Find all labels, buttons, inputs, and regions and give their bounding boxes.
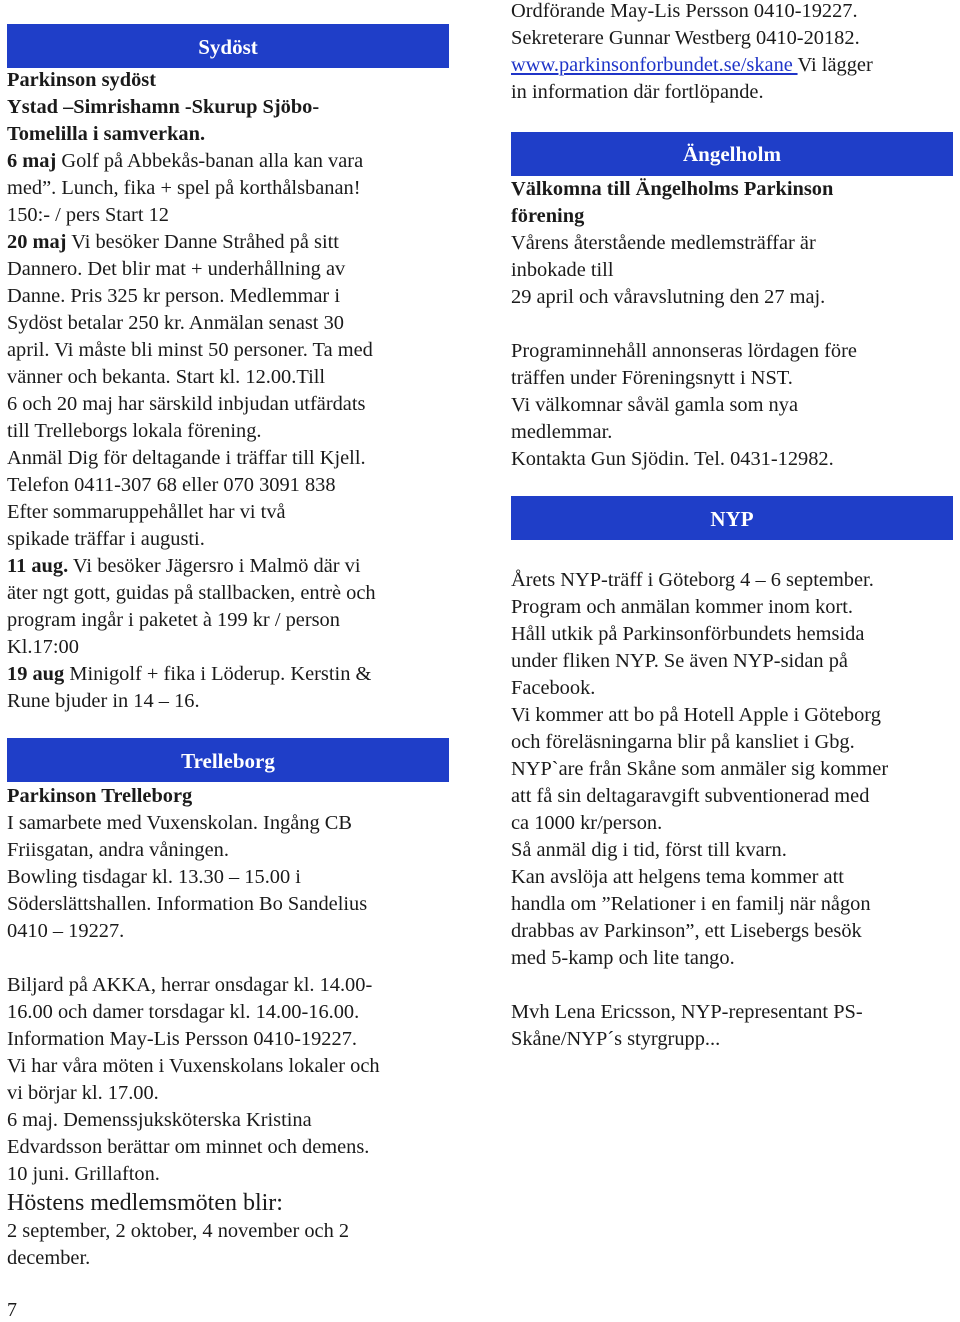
trelleborg-section [7, 783, 452, 1272]
contact-block [511, 0, 951, 106]
sydost-aug11-paragraph [7, 553, 452, 661]
nyp-section [511, 567, 951, 1053]
golf-text: Golf på Abbekås-banan alla kan vara med”. Lunch, fika + spel på korthålsbanan! 150:- / pers Start 12 [7, 150, 364, 226]
nyp-signoff: Mvh Lena Ericsson, NYP-representant PS- Skåne/NYP´s styrgrupp... [511, 1001, 863, 1050]
aug11-text: Vi besöker Jägersro i Malmö där vi äter ngt gott, guidas på stallbacken, entrè och program ingår i paketet à 199 kr / person Kl.17:00 [7, 555, 376, 658]
danne-text: Vi besöker Danne Stråhed på sitt Dannero. Det blir mat + underhållning av Danne. Pris 325 kr person. Medlemmar i Sydöst betalar 250 kr. Anmälan senast 30 april. Vi måste bli minst 50 personer. Ta med vänner och bekanta. Start kl. 12.00.Till 6 och 20 maj har särskild inbjudan utfärdats till Trelleborgs lokala förening. Anmäl Dig för deltagande i träffar till Kjell. Telefon 0411-307 68 eller 070 3091 838 Efter sommaruppehållet har vi två spikade träffar i augusti. [7, 231, 373, 550]
contact-link-paragraph [511, 52, 951, 106]
golf-date: 6 maj [7, 150, 57, 172]
trelleborg-paragraph-1: I samarbete med Vuxenskolan. Ingång CB Friisgatan, andra våningen. Bowling tisdagar kl. 13.30 – 15.00 i Söderslättshallen. Information Bo Sandelius 0410 – 19227. [7, 812, 368, 942]
nyp-heading: NYP [511, 496, 953, 540]
contact-after-link: Vi lägger in information där fortlöpande. [511, 54, 873, 103]
sydost-section [7, 67, 452, 715]
angelholm-heading: Ängelholm [511, 132, 953, 176]
sydost-aug19-paragraph [7, 661, 452, 715]
sydost-danne-paragraph [7, 229, 452, 553]
sydost-golf-paragraph [7, 148, 452, 229]
contact-text: Ordförande May-Lis Persson 0410-19227. Sekreterare Gunnar Westberg 0410-20182. [511, 0, 860, 49]
spacer [7, 945, 452, 972]
trelleborg-subtitle: Parkinson Trelleborg [7, 785, 193, 807]
aug11-date: 11 aug. [7, 555, 69, 577]
angelholm-title: Välkomna till Ängelholms Parkinson förening [511, 178, 834, 227]
aug19-date: 19 aug [7, 663, 65, 685]
angelholm-paragraph-2: Programinnehåll annonseras lördagen före träffen under Föreningsnytt i NST. Vi välkomnar såväl gamla som nya medlemmar. Kontakta Gun Sjödin. Tel. 0431-12982. [511, 340, 857, 470]
nyp-paragraph: Årets NYP-träff i Göteborg 4 – 6 september. Program och anmälan kommer inom kort. Håll utkik på Parkinsonförbundets hemsida under fliken NYP. Se även NYP-sidan på Facebook. Vi kommer att bo på Hotell Apple i Göteborg och föreläsningarna blir på kansliet i Gbg. NYP`are från Skåne som anmäler sig kommer att få sin deltagaravgift subventionerad med ca 1000 kr/person. Så anmäl dig i tid, först till kvarn. Kan avslöja att helgens tema kommer att handla om ”Relationer i en familj när någon drabbas av Parkinson”, ett Lisebergs besök med 5-kamp och lite tango. [511, 569, 889, 969]
autumn-dates: 2 september, 2 oktober, 4 november och 2 december. [7, 1220, 350, 1269]
angelholm-paragraph-1: Vårens återstående medlemsträffar är inbokade till 29 april och våravslutning den 27 maj. [511, 232, 826, 308]
trelleborg-heading: Trelleborg [7, 738, 449, 782]
aug19-text: Minigolf + fika i Löderup. Kerstin & Rune bjuder in 14 – 16. [7, 663, 372, 712]
page-number: 7 [7, 1299, 17, 1321]
sydost-heading: Sydöst [7, 24, 449, 68]
spacer [511, 972, 951, 999]
website-link[interactable]: www.parkinsonforbundet.se/skane [511, 54, 798, 76]
danne-date: 20 maj [7, 231, 67, 253]
trelleborg-paragraph-2: Biljard på AKKA, herrar onsdagar kl. 14.00- 16.00 och damer torsdagar kl. 14.00-16.00. Information May-Lis Persson 0410-19227. Vi har våra möten i Vuxenskolans lokaler och vi börjar kl. 17.00. 6 maj. Demenssjuksköterska Kristina Edvardsson berättar om minnet och demens. 10 juni. Grillafton. [7, 974, 380, 1185]
angelholm-section [511, 176, 951, 473]
spacer [511, 311, 951, 338]
autumn-heading: Höstens medlemsmöten blir: [7, 1190, 283, 1216]
sydost-intro-title: Parkinson sydöst Ystad –Simrishamn -Skurup Sjöbo- Tomelilla i samverkan. [7, 69, 320, 145]
